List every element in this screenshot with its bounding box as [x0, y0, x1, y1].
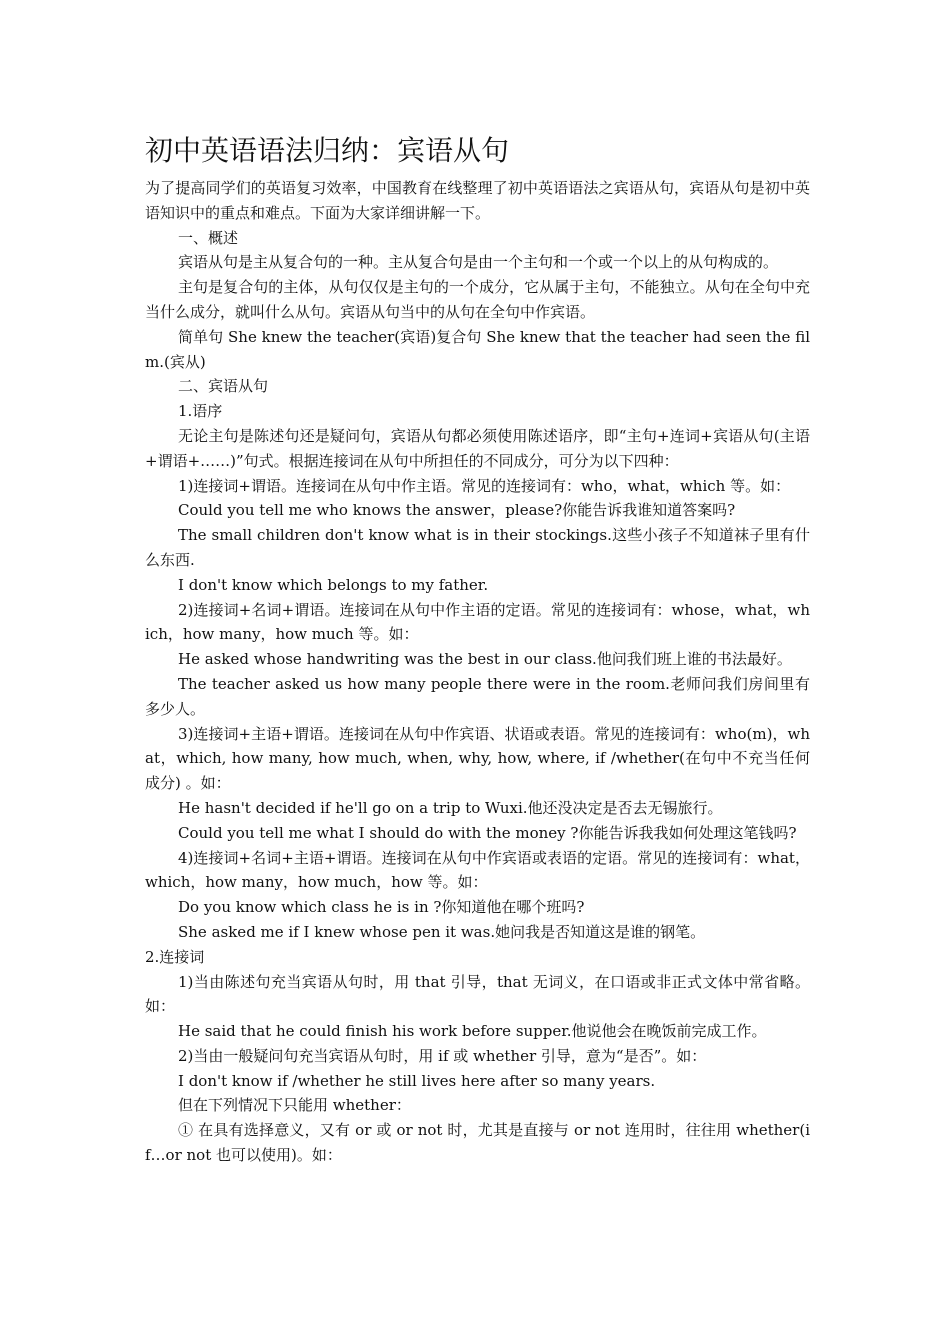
paragraph: 无论主句是陈述句还是疑问句，宾语从句都必须使用陈述语序，即“主句+连词+宾语从句(主语+谓语+……)”句式。根据连接词在从句中所担任的不同成分，可分为以下四种： [145, 426, 810, 470]
paragraph: ① 在具有选择意义，又有 or 或 or not 时，尤其是直接与 or not 连用时，往往用 whether(if…or not 也可以使用)。如： [145, 1121, 810, 1165]
paragraph: 2.连接词 [145, 947, 205, 966]
paragraph: 1)连接词+谓语。连接词在从句中作主语。常见的连接词有：who，what，which 等。如： [178, 476, 791, 495]
paragraph: She asked me if I knew whose pen it was.她问我是否知道这是谁的钢笔。 [178, 922, 706, 941]
paragraph: He hasn't decided if he'll go on a trip to Wuxi.他还没决定是否去无锡旅行。 [178, 798, 723, 817]
paragraph: 2)连接词+名词+谓语。连接词在从句中作主语的定语。常见的连接词有：whose，what，which，how many，how much 等。如： [145, 600, 810, 644]
paragraph: 为了提高同学们的英语复习效率，中国教育在线整理了初中英语语法之宾语从句，宾语从句是初中英语知识中的重点和难点。下面为大家详细讲解一下。 [145, 179, 810, 222]
paragraph: Could you tell me who knows the answer，please?你能告诉我谁知道答案吗? [178, 501, 736, 520]
paragraph: 简单句 She knew the teacher(宾语)复合句 She knew that the teacher had seen the film.(宾从) [145, 327, 810, 371]
paragraph: 宾语从句是主从复合句的一种。主从复合句是由一个主句和一个或一个以上的从句构成的。 [178, 253, 779, 272]
paragraph: I don't know which belongs to my father. [178, 575, 489, 594]
paragraph: Do you know which class he is in ?你知道他在哪个班吗? [178, 898, 585, 917]
paragraph: He said that he could finish his work before supper.他说他会在晚饭前完成工作。 [178, 1022, 767, 1041]
paragraph: Could you tell me what I should do with the money ?你能告诉我我如何处理这笔钱吗? [178, 823, 797, 842]
paragraph: 4)连接词+名词+主语+谓语。连接词在从句中作宾语或表语的定语。常见的连接词有：what，which，how many，how much，how 等。如： [145, 848, 810, 892]
document-body [145, 176, 810, 1168]
paragraph: 2)当由一般疑问句充当宾语从句时，用 if 或 whether 引导，意为“是否”。如： [178, 1046, 707, 1065]
paragraph: He asked whose handwriting was the best in our class.他问我们班上谁的书法最好。 [178, 650, 792, 669]
paragraph: 但在下列情况下只能用 whether： [178, 1096, 411, 1115]
paragraph: 二、宾语从句 [178, 377, 269, 396]
paragraph: 3)连接词+主语+谓语。连接词在从句中作宾语、状语或表语。常见的连接词有：who(m)，what，which, how many, how much, when, why, how, where, if /whether(在句中不充当任何成分) 。如： [145, 724, 810, 793]
paragraph: 一、概述 [178, 228, 239, 247]
document-page [145, 130, 810, 1168]
paragraph: 主句是复合句的主体，从句仅仅是主句的一个成分，它从属于主句，不能独立。从句在全句中充当什么成分，就叫什么从句。宾语从句当中的从句在全句中作宾语。 [145, 278, 810, 321]
paragraph: The small children don't know what is in their stockings.这些小孩子不知道袜子里有什么东西. [145, 526, 810, 569]
paragraph: 1.语序 [178, 402, 223, 421]
paragraph: I don't know if /whether he still lives here after so many years. [178, 1071, 656, 1090]
paragraph: The teacher asked us how many people there were in the room.老师问我们房间里有多少人。 [145, 674, 810, 718]
document-title: 初中英语语法归纳：宾语从句 [145, 134, 510, 167]
paragraph: 1)当由陈述句充当宾语从句时，用 that 引导，that 无词义，在口语或非正式文体中常省略。如： [145, 972, 810, 1016]
